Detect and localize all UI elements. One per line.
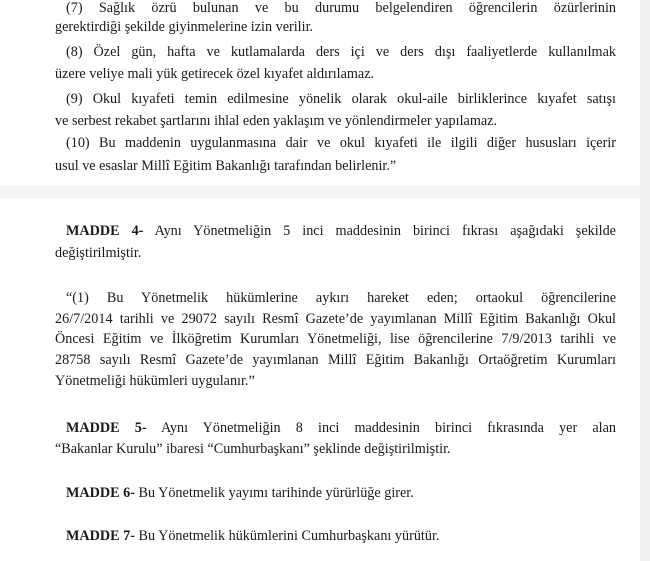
madde-4-line-2: değiştirilmiştir.: [55, 245, 142, 261]
madde-7-text: Bu Yönetmelik hükümlerini Cumhurbaşkanı yürütür.: [138, 528, 440, 544]
madde-4-quote-line-5: Yönetmeliği hükümleri uygulanır.”: [55, 373, 255, 389]
madde-4-heading: MADDE 4-: [66, 223, 144, 239]
paragraph-7-line-2: gerektirdiği şekilde giyinmelerine izin verilir.: [55, 19, 314, 35]
madde-4-quote-line-2: 26/7/2014 tarihli ve 29072 sayılı Resmî Gazete’de yayımlanan Millî Eğitim Bakanlığı Okul: [55, 311, 616, 327]
madde-5-line-1: [66, 419, 616, 437]
paragraph-7-line-1: (7) Sağlık özrü bulunan ve bu durumu belgelendiren öğrencilerin özürlerinin: [66, 0, 616, 16]
paragraph-10-line-1: (10) Bu maddenin uygulanmasına dair ve okul kıyafeti ile ilgili diğer hususları içerir: [66, 135, 616, 151]
madde-5-text: Aynı Yönetmeliğin 8 inci maddesinin birinci fıkrasında yer alan: [160, 420, 616, 436]
paragraph-8-line-1: (8) Özel gün, hafta ve kutlamalarda ders içi ve ders dışı faaliyetlerde kullanılmak: [66, 44, 616, 60]
document-sheet-top: [0, 0, 640, 186]
page-right-margin: [640, 0, 650, 561]
madde-4-quote-line-3: Öncesi Eğitim ve İlköğretim Kurumları Yönetmeliği, lise öğrencilerine 7/9/2013 tarihli ve: [55, 331, 616, 347]
madde-7-line: [66, 527, 616, 545]
madde-5-line-2: “Bakanlar Kurulu” ibaresi “Cumhurbaşkanı” şeklinde değiştirilmiştir.: [55, 441, 451, 457]
madde-4-text: Aynı Yönetmeliğin 5 inci maddesinin birinci fıkrası aşağıdaki şekilde: [154, 223, 616, 239]
paragraph-9-line-2: ve serbest rekabet şartlarını ihlal eden yaklaşım ve yönlendirmeler yapılamaz.: [55, 113, 498, 129]
document-sheet-bottom: [0, 198, 640, 561]
madde-6-line: [66, 484, 616, 502]
madde-5-heading: MADDE 5-: [66, 420, 147, 436]
madde-4-quote-line-4: 28758 sayılı Resmî Gazete’de yayımlanan Millî Eğitim Bakanlığı Ortaöğretim Kurumları: [55, 352, 616, 368]
paragraph-10-line-2: usul ve esaslar Millî Eğitim Bakanlığı tarafından belirlenir.”: [55, 158, 397, 174]
paragraph-9-line-1: (9) Okul kıyafeti temin edilmesine yönelik olarak okul-aile birliklerince kıyafet satışı: [66, 91, 616, 107]
madde-6-text: Bu Yönetmelik yayımı tarihinde yürürlüğe girer.: [138, 485, 414, 501]
madde-4-line-1: [66, 222, 616, 240]
page-separator: [0, 186, 650, 198]
madde-6-heading: MADDE 6-: [66, 485, 135, 501]
paragraph-8-line-2: üzere veliye mali yük getirecek özel kıyafet aldırılamaz.: [55, 66, 375, 82]
madde-4-quote-line-1: “(1) Bu Yönetmelik hükümlerine aykırı hareket eden; ortaokul öğrencilerine: [66, 290, 616, 306]
madde-7-heading: MADDE 7-: [66, 528, 135, 544]
